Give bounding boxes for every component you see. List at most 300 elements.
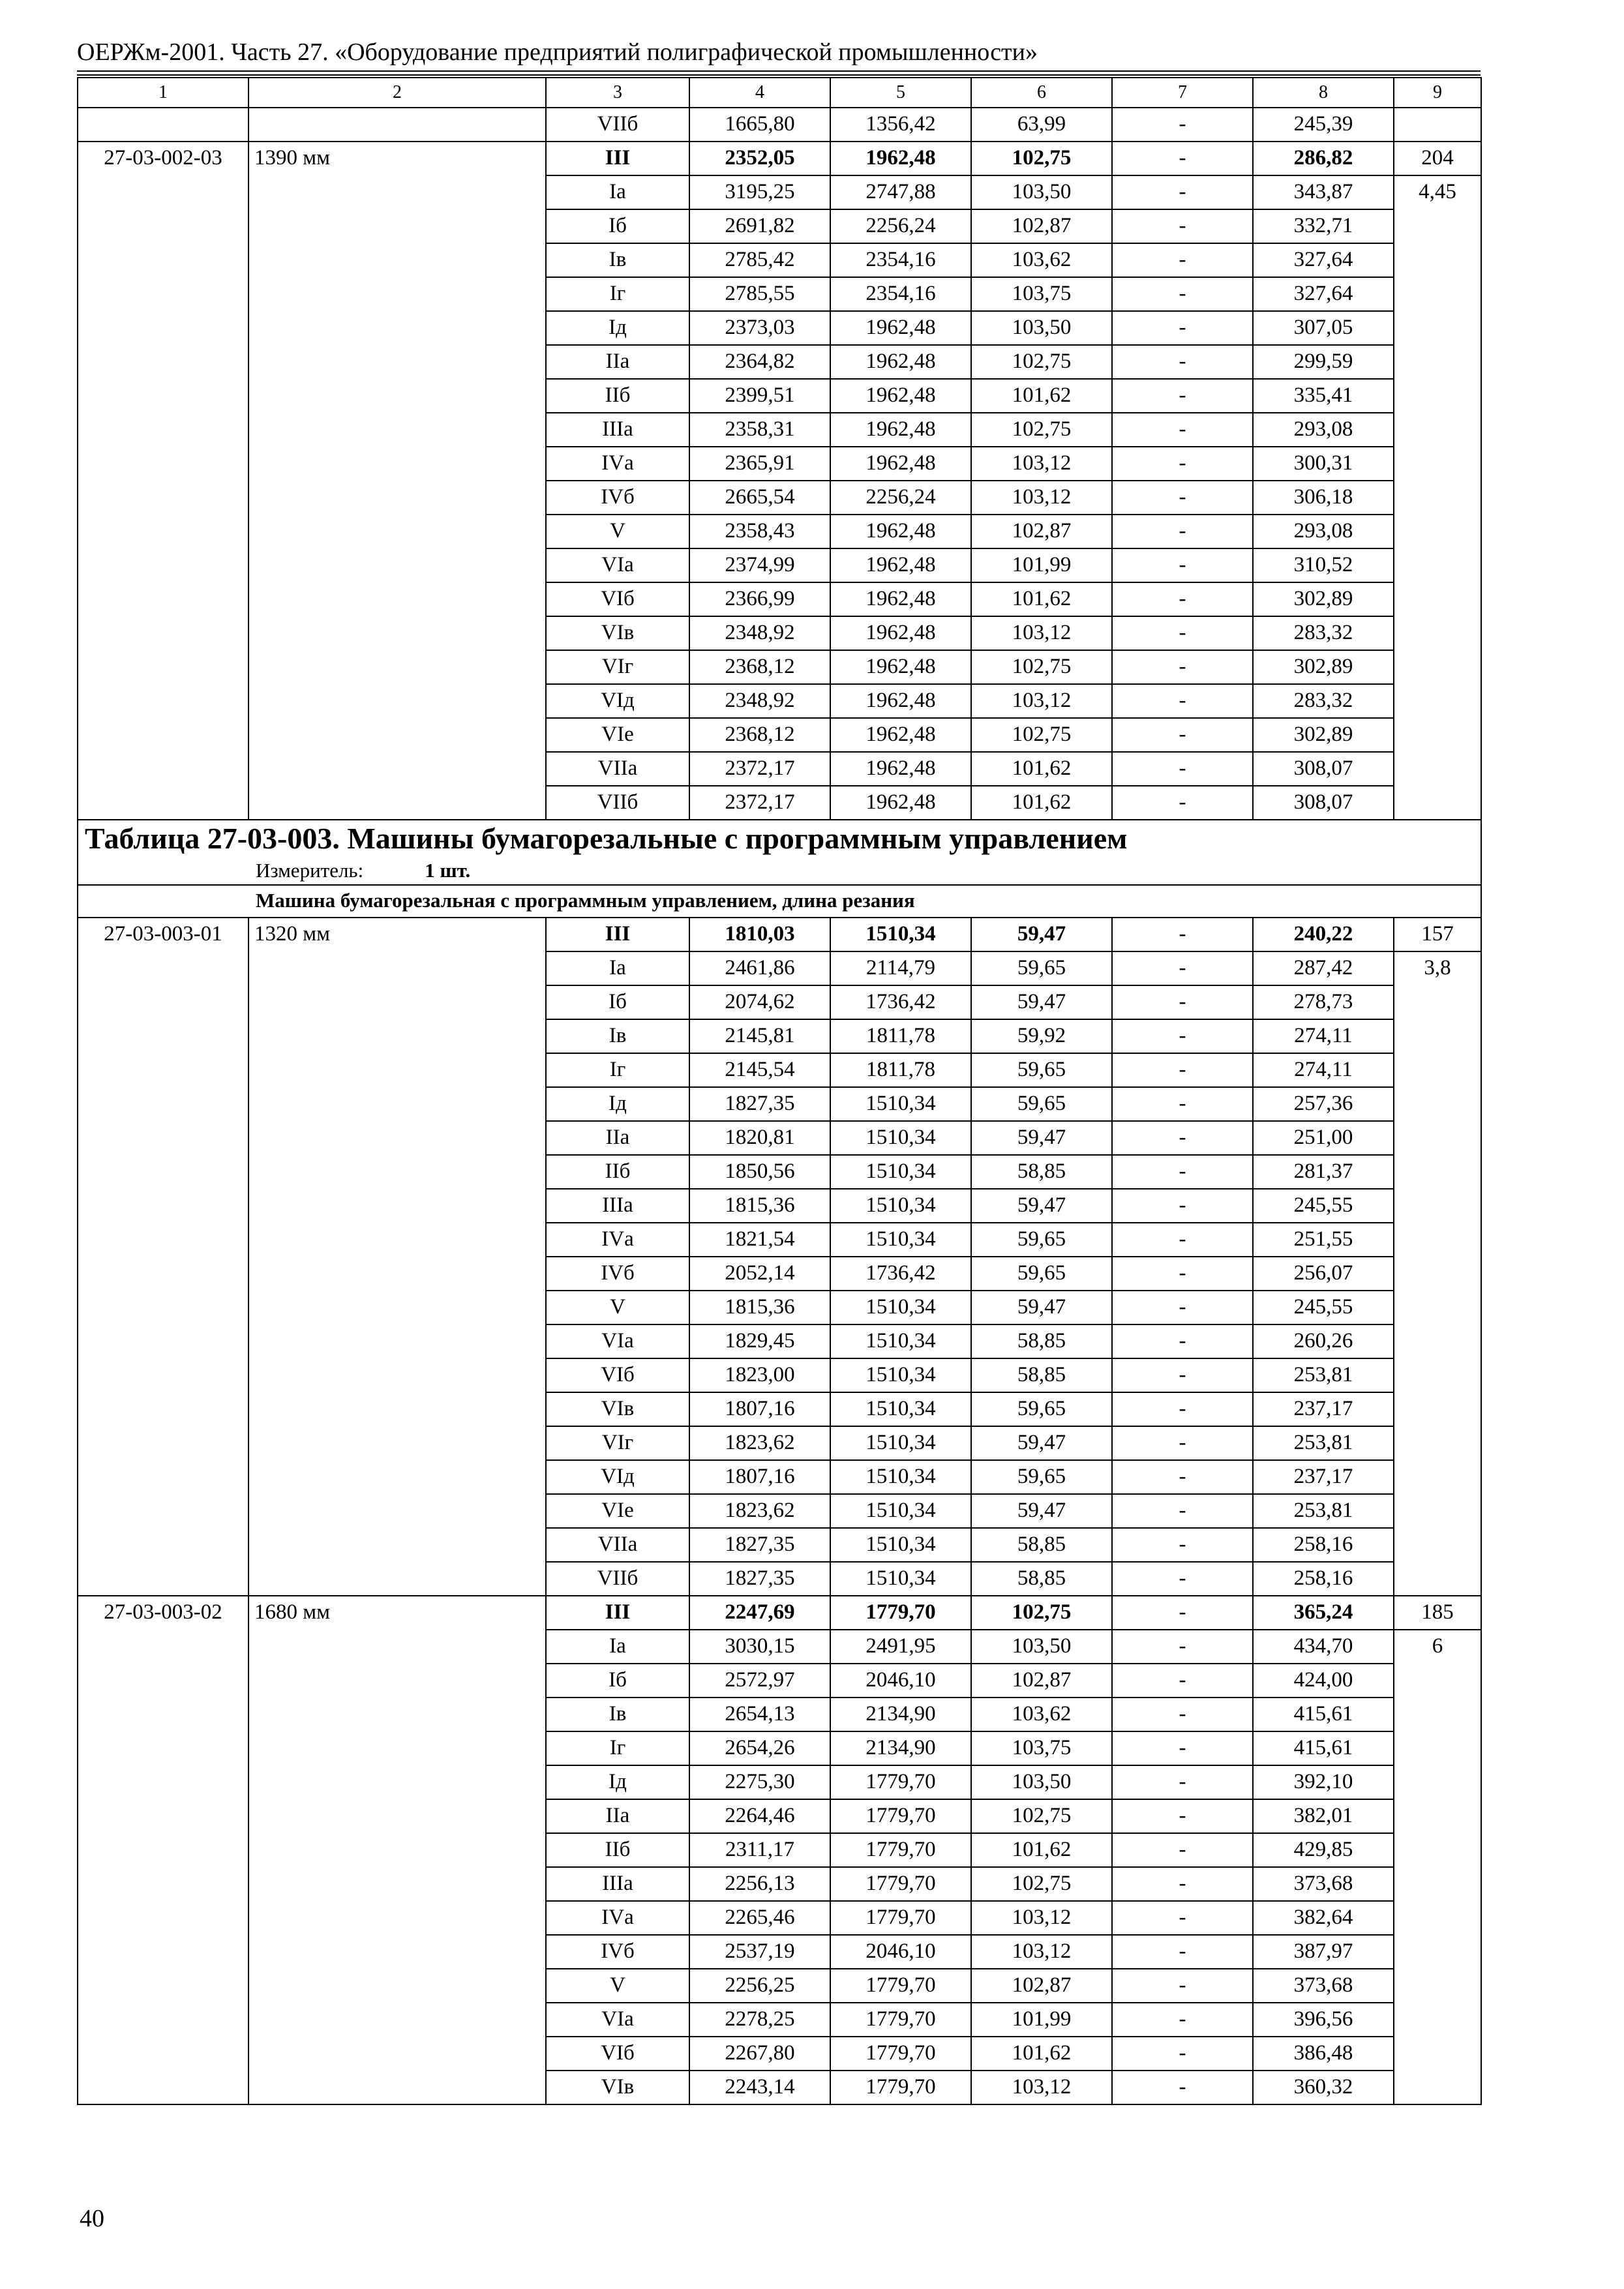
value-cell: 274,11 <box>1253 1053 1394 1087</box>
value-cell: 103,50 <box>971 175 1112 209</box>
table-row <box>78 108 1481 142</box>
zone-cell: Iа <box>546 951 689 985</box>
value-cell: - <box>1112 1765 1253 1799</box>
value-cell: 103,12 <box>971 616 1112 650</box>
value-cell: 102,75 <box>971 1596 1112 1630</box>
value-cell: 102,87 <box>971 1969 1112 2003</box>
header-rule <box>77 70 1481 72</box>
value-cell: 2145,54 <box>689 1053 830 1087</box>
value-cell: 2691,82 <box>689 209 830 243</box>
value-cell: 102,75 <box>971 1799 1112 1833</box>
value-cell: - <box>1112 2003 1253 2037</box>
value-cell: 59,92 <box>971 1019 1112 1053</box>
zone-cell: VIе <box>546 718 689 752</box>
zone-cell: VIIа <box>546 1528 689 1562</box>
value-cell: 2365,91 <box>689 447 830 481</box>
value-cell: 293,08 <box>1253 413 1394 447</box>
value-cell: 1510,34 <box>830 1358 971 1392</box>
value-cell: 2264,46 <box>689 1799 830 1833</box>
zone-cell: IIа <box>546 1121 689 1155</box>
value-cell: 1962,48 <box>830 311 971 345</box>
value-cell: - <box>1112 1833 1253 1867</box>
value-cell: 103,75 <box>971 277 1112 311</box>
meter-cell <box>78 858 1481 885</box>
value-cell: 58,85 <box>971 1528 1112 1562</box>
zone-cell: VIIб <box>546 1562 689 1596</box>
value-cell: 1962,48 <box>830 616 971 650</box>
value-cell: - <box>1112 1155 1253 1189</box>
value-cell: 2654,26 <box>689 1731 830 1765</box>
value-cell: 1807,16 <box>689 1392 830 1426</box>
value-cell: - <box>1112 1426 1253 1460</box>
zone-cell: V <box>546 1969 689 2003</box>
value-cell: 103,12 <box>971 1901 1112 1935</box>
value-cell: 245,55 <box>1253 1189 1394 1223</box>
value-cell: - <box>1112 175 1253 209</box>
zone-cell: Iд <box>546 1765 689 1799</box>
value-cell: 2134,90 <box>830 1731 971 1765</box>
value-cell: - <box>1112 1901 1253 1935</box>
value-cell: 1779,70 <box>830 1867 971 1901</box>
value-cell: - <box>1112 1698 1253 1731</box>
value-cell: 283,32 <box>1253 616 1394 650</box>
value-cell: 101,62 <box>971 752 1112 786</box>
value-cell: 2348,92 <box>689 616 830 650</box>
value-cell: - <box>1112 1358 1253 1392</box>
value-cell: 103,12 <box>971 2071 1112 2104</box>
value-cell: 103,62 <box>971 243 1112 277</box>
value-cell: 102,87 <box>971 1664 1112 1698</box>
value-cell: 257,36 <box>1253 1087 1394 1121</box>
value-cell: - <box>1112 1867 1253 1901</box>
value-cell: 1962,48 <box>830 379 971 413</box>
value-cell: 237,17 <box>1253 1460 1394 1494</box>
value-cell: - <box>1112 1969 1253 2003</box>
value-cell: 103,50 <box>971 1630 1112 1664</box>
column-number-row <box>78 78 1481 108</box>
value-cell: 1827,35 <box>689 1528 830 1562</box>
table-row <box>78 1596 1481 1630</box>
value-cell: 2364,82 <box>689 345 830 379</box>
value-cell: 299,59 <box>1253 345 1394 379</box>
value-cell: - <box>1112 582 1253 616</box>
table-title: Таблица 27-03-003. Машины бумагорезальные с программным управлением <box>78 820 1481 858</box>
value-cell: - <box>1112 786 1253 820</box>
rates-table <box>77 77 1482 2105</box>
value-cell: 1821,54 <box>689 1223 830 1257</box>
value-cell: 1779,70 <box>830 1596 971 1630</box>
value-cell: 2373,03 <box>689 311 830 345</box>
value-cell: 101,99 <box>971 548 1112 582</box>
value-cell: 2352,05 <box>689 142 830 175</box>
value-cell: 2399,51 <box>689 379 830 413</box>
mass-cell: 4,45 <box>1394 175 1481 820</box>
mass-cell: 3,8 <box>1394 951 1481 1596</box>
value-cell: 281,37 <box>1253 1155 1394 1189</box>
value-cell: 373,68 <box>1253 1969 1394 2003</box>
zone-cell: VIа <box>546 1324 689 1358</box>
value-cell: 335,41 <box>1253 379 1394 413</box>
name-cell <box>248 108 546 142</box>
value-cell: - <box>1112 209 1253 243</box>
value-cell: - <box>1112 951 1253 985</box>
value-cell: 103,50 <box>971 1765 1112 1799</box>
value-cell: - <box>1112 752 1253 786</box>
zone-cell: VIд <box>546 1460 689 1494</box>
value-cell: - <box>1112 1392 1253 1426</box>
zone-cell: III <box>546 918 689 951</box>
zone-cell: VIб <box>546 2037 689 2071</box>
value-cell: 1779,70 <box>830 1799 971 1833</box>
code-cell: 27-03-003-01 <box>78 918 248 1596</box>
value-cell: - <box>1112 1664 1253 1698</box>
value-cell: 2247,69 <box>689 1596 830 1630</box>
value-cell: 1665,80 <box>689 108 830 142</box>
value-cell: 102,87 <box>971 209 1112 243</box>
value-cell: 424,00 <box>1253 1664 1394 1698</box>
value-cell: 2747,88 <box>830 175 971 209</box>
value-cell: 1356,42 <box>830 108 971 142</box>
value-cell: 59,65 <box>971 951 1112 985</box>
value-cell: 308,07 <box>1253 786 1394 820</box>
value-cell: 103,75 <box>971 1731 1112 1765</box>
value-cell: - <box>1112 1053 1253 1087</box>
value-cell: - <box>1112 413 1253 447</box>
value-cell: 1510,34 <box>830 1291 971 1324</box>
value-cell: 3195,25 <box>689 175 830 209</box>
value-cell: 59,47 <box>971 985 1112 1019</box>
value-cell: 59,47 <box>971 1426 1112 1460</box>
value-cell: - <box>1112 1189 1253 1223</box>
value-cell: 327,64 <box>1253 277 1394 311</box>
value-cell: 63,99 <box>971 108 1112 142</box>
value-cell: 101,62 <box>971 379 1112 413</box>
value-cell: 1510,34 <box>830 1223 971 1257</box>
value-cell: 306,18 <box>1253 481 1394 515</box>
value-cell: - <box>1112 277 1253 311</box>
value-cell: - <box>1112 2071 1253 2104</box>
value-cell: 2368,12 <box>689 718 830 752</box>
zone-cell: Iб <box>546 985 689 1019</box>
meter-label: Измеритель: <box>256 859 364 882</box>
value-cell: 1820,81 <box>689 1121 830 1155</box>
value-cell: 2052,14 <box>689 1257 830 1291</box>
value-cell: 415,61 <box>1253 1698 1394 1731</box>
value-cell: 1510,34 <box>830 1392 971 1426</box>
zone-cell: III <box>546 142 689 175</box>
value-cell: - <box>1112 447 1253 481</box>
value-cell: 253,81 <box>1253 1358 1394 1392</box>
value-cell: 2368,12 <box>689 650 830 684</box>
value-cell: 245,39 <box>1253 108 1394 142</box>
value-cell: 1736,42 <box>830 985 971 1019</box>
value-cell: 2358,43 <box>689 515 830 548</box>
value-cell: 2354,16 <box>830 277 971 311</box>
table-body <box>78 78 1481 2104</box>
value-cell: 310,52 <box>1253 548 1394 582</box>
value-cell: 103,12 <box>971 447 1112 481</box>
value-cell: 2256,25 <box>689 1969 830 2003</box>
value-cell: 2348,92 <box>689 684 830 718</box>
value-cell: 237,17 <box>1253 1392 1394 1426</box>
value-cell: - <box>1112 515 1253 548</box>
code-cell: 27-03-002-03 <box>78 142 248 820</box>
value-cell: 2354,16 <box>830 243 971 277</box>
value-cell: 1510,34 <box>830 1528 971 1562</box>
zone-cell: VIIб <box>546 108 689 142</box>
value-cell: - <box>1112 718 1253 752</box>
value-cell: - <box>1112 108 1253 142</box>
value-cell: - <box>1112 918 1253 951</box>
value-cell: 1962,48 <box>830 447 971 481</box>
value-cell: - <box>1112 1121 1253 1155</box>
value-cell: - <box>1112 243 1253 277</box>
value-cell: 429,85 <box>1253 1833 1394 1867</box>
value-cell: 2134,90 <box>830 1698 971 1731</box>
value-cell: - <box>1112 345 1253 379</box>
value-cell: 258,16 <box>1253 1562 1394 1596</box>
value-cell: 59,65 <box>971 1460 1112 1494</box>
value-cell: - <box>1112 1460 1253 1494</box>
zone-cell: IVа <box>546 1223 689 1257</box>
value-cell: 1811,78 <box>830 1053 971 1087</box>
value-cell: 2372,17 <box>689 786 830 820</box>
value-cell: 103,12 <box>971 1935 1112 1969</box>
zone-cell: IIб <box>546 1833 689 1867</box>
value-cell: 2256,24 <box>830 209 971 243</box>
value-cell: 283,32 <box>1253 684 1394 718</box>
value-cell: 1962,48 <box>830 142 971 175</box>
value-cell: 2275,30 <box>689 1765 830 1799</box>
zone-cell: VIд <box>546 684 689 718</box>
labor-cell: 157 <box>1394 918 1481 951</box>
value-cell: 2046,10 <box>830 1664 971 1698</box>
value-cell: 59,47 <box>971 1189 1112 1223</box>
value-cell: 434,70 <box>1253 1630 1394 1664</box>
zone-cell: Iд <box>546 311 689 345</box>
value-cell: 308,07 <box>1253 752 1394 786</box>
value-cell: 1510,34 <box>830 1087 971 1121</box>
zone-cell: VIа <box>546 548 689 582</box>
value-cell: 1962,48 <box>830 582 971 616</box>
column-number: 7 <box>1112 78 1253 108</box>
zone-cell: IVа <box>546 447 689 481</box>
value-cell: - <box>1112 142 1253 175</box>
value-cell: 287,42 <box>1253 951 1394 985</box>
value-cell: 327,64 <box>1253 243 1394 277</box>
value-cell: 382,64 <box>1253 1901 1394 1935</box>
value-cell: 1510,34 <box>830 1562 971 1596</box>
value-cell: 102,75 <box>971 142 1112 175</box>
value-cell: 2372,17 <box>689 752 830 786</box>
zone-cell: Iг <box>546 1053 689 1087</box>
value-cell: 2572,97 <box>689 1664 830 1698</box>
value-cell: 260,26 <box>1253 1324 1394 1358</box>
value-cell: 1779,70 <box>830 1833 971 1867</box>
value-cell: - <box>1112 1087 1253 1121</box>
value-cell: 59,65 <box>971 1053 1112 1087</box>
table-row <box>78 918 1481 951</box>
page-header: ОЕРЖм-2001. Часть 27. «Оборудование предприятий полиграфической промышленности» <box>77 38 1038 66</box>
value-cell: 2145,81 <box>689 1019 830 1053</box>
value-cell: 1962,48 <box>830 718 971 752</box>
value-cell: 373,68 <box>1253 1867 1394 1901</box>
value-cell: - <box>1112 2037 1253 2071</box>
zone-cell: IIб <box>546 379 689 413</box>
value-cell: 245,55 <box>1253 1291 1394 1324</box>
value-cell: - <box>1112 1528 1253 1562</box>
value-cell: 103,12 <box>971 684 1112 718</box>
value-cell: 302,89 <box>1253 582 1394 616</box>
value-cell: 2256,24 <box>830 481 971 515</box>
value-cell: 1962,48 <box>830 413 971 447</box>
value-cell: 382,01 <box>1253 1799 1394 1833</box>
value-cell: 101,62 <box>971 1833 1112 1867</box>
machine-label: Машина бумагорезальная с программным управлением, длина резания <box>78 885 1481 918</box>
value-cell: 101,99 <box>971 2003 1112 2037</box>
name-cell: 1680 мм <box>248 1596 546 2104</box>
value-cell: - <box>1112 684 1253 718</box>
value-cell: 102,75 <box>971 718 1112 752</box>
zone-cell: Iв <box>546 243 689 277</box>
value-cell: 1823,62 <box>689 1426 830 1460</box>
value-cell: 300,31 <box>1253 447 1394 481</box>
value-cell: 2267,80 <box>689 2037 830 2071</box>
value-cell: 59,47 <box>971 918 1112 951</box>
value-cell: - <box>1112 1562 1253 1596</box>
value-cell: 253,81 <box>1253 1426 1394 1460</box>
value-cell: 258,16 <box>1253 1528 1394 1562</box>
value-cell: 59,65 <box>971 1087 1112 1121</box>
zone-cell: VIв <box>546 2071 689 2104</box>
zone-cell: VIв <box>546 616 689 650</box>
machine-row <box>78 885 1481 918</box>
value-cell: 2537,19 <box>689 1935 830 1969</box>
value-cell: 1779,70 <box>830 2003 971 2037</box>
value-cell: 58,85 <box>971 1324 1112 1358</box>
value-cell: 1510,34 <box>830 1121 971 1155</box>
zone-cell: Iд <box>546 1087 689 1121</box>
value-cell: 253,81 <box>1253 1494 1394 1528</box>
zone-cell: IVа <box>546 1901 689 1935</box>
zone-cell: Iг <box>546 1731 689 1765</box>
value-cell: 2256,13 <box>689 1867 830 1901</box>
header-rule-2 <box>77 74 1481 76</box>
value-cell: 1510,34 <box>830 918 971 951</box>
labor-cell: 204 <box>1394 142 1481 175</box>
zone-cell: IIIа <box>546 1867 689 1901</box>
value-cell: 1815,36 <box>689 1189 830 1223</box>
value-cell: 59,47 <box>971 1291 1112 1324</box>
value-cell: 392,10 <box>1253 1765 1394 1799</box>
zone-cell: VIг <box>546 1426 689 1460</box>
zone-cell: VIв <box>546 1392 689 1426</box>
value-cell: 1815,36 <box>689 1291 830 1324</box>
zone-cell: V <box>546 515 689 548</box>
value-cell: 1962,48 <box>830 786 971 820</box>
value-cell: 59,47 <box>971 1494 1112 1528</box>
value-cell: - <box>1112 985 1253 1019</box>
column-number: 4 <box>689 78 830 108</box>
meter-row <box>78 858 1481 885</box>
zone-cell: IIIа <box>546 1189 689 1223</box>
zone-cell: IVб <box>546 1935 689 1969</box>
name-cell: 1320 мм <box>248 918 546 1596</box>
value-cell: 1510,34 <box>830 1324 971 1358</box>
column-number: 2 <box>248 78 546 108</box>
code-cell <box>78 108 248 142</box>
column-number: 6 <box>971 78 1112 108</box>
value-cell: 386,48 <box>1253 2037 1394 2071</box>
value-cell: 2461,86 <box>689 951 830 985</box>
value-cell: - <box>1112 379 1253 413</box>
value-cell: 415,61 <box>1253 1731 1394 1765</box>
column-number: 1 <box>78 78 248 108</box>
value-cell: 1779,70 <box>830 1765 971 1799</box>
value-cell: 59,65 <box>971 1392 1112 1426</box>
value-cell: 240,22 <box>1253 918 1394 951</box>
value-cell: - <box>1112 1799 1253 1833</box>
value-cell: 2665,54 <box>689 481 830 515</box>
value-cell: 256,07 <box>1253 1257 1394 1291</box>
zone-cell: IIIа <box>546 413 689 447</box>
name-cell: 1390 мм <box>248 142 546 820</box>
value-cell: - <box>1112 311 1253 345</box>
value-cell: 1510,34 <box>830 1426 971 1460</box>
value-cell: - <box>1112 1223 1253 1257</box>
value-cell: 1779,70 <box>830 1901 971 1935</box>
value-cell: 293,08 <box>1253 515 1394 548</box>
value-cell: 302,89 <box>1253 650 1394 684</box>
value-cell: - <box>1112 548 1253 582</box>
value-cell: 1962,48 <box>830 515 971 548</box>
zone-cell: Iа <box>546 1630 689 1664</box>
value-cell: 2265,46 <box>689 1901 830 1935</box>
value-cell: - <box>1112 1630 1253 1664</box>
value-cell: 1510,34 <box>830 1460 971 1494</box>
value-cell: 59,65 <box>971 1223 1112 1257</box>
value-cell: 2358,31 <box>689 413 830 447</box>
value-cell: 1962,48 <box>830 345 971 379</box>
value-cell: 2278,25 <box>689 2003 830 2037</box>
value-cell: 102,75 <box>971 413 1112 447</box>
value-cell: 1510,34 <box>830 1189 971 1223</box>
column-number: 9 <box>1394 78 1481 108</box>
zone-cell: III <box>546 1596 689 1630</box>
zone-cell: Iг <box>546 277 689 311</box>
value-cell: 2374,99 <box>689 548 830 582</box>
value-cell: 2785,42 <box>689 243 830 277</box>
value-cell: 103,50 <box>971 311 1112 345</box>
value-cell: 2491,95 <box>830 1630 971 1664</box>
meter-unit: 1 шт. <box>425 859 471 882</box>
zone-cell: VIа <box>546 2003 689 2037</box>
table-title-row <box>78 820 1481 858</box>
mass-cell: 6 <box>1394 1630 1481 2104</box>
value-cell: 1779,70 <box>830 2037 971 2071</box>
value-cell: - <box>1112 481 1253 515</box>
value-cell: - <box>1112 1257 1253 1291</box>
zone-cell: VIб <box>546 582 689 616</box>
zone-cell: VIIб <box>546 786 689 820</box>
value-cell: - <box>1112 1935 1253 1969</box>
value-cell: 1962,48 <box>830 548 971 582</box>
zone-cell: IIа <box>546 1799 689 1833</box>
value-cell: 251,00 <box>1253 1121 1394 1155</box>
value-cell: 58,85 <box>971 1155 1112 1189</box>
value-cell: 102,75 <box>971 650 1112 684</box>
value-cell: - <box>1112 1596 1253 1630</box>
